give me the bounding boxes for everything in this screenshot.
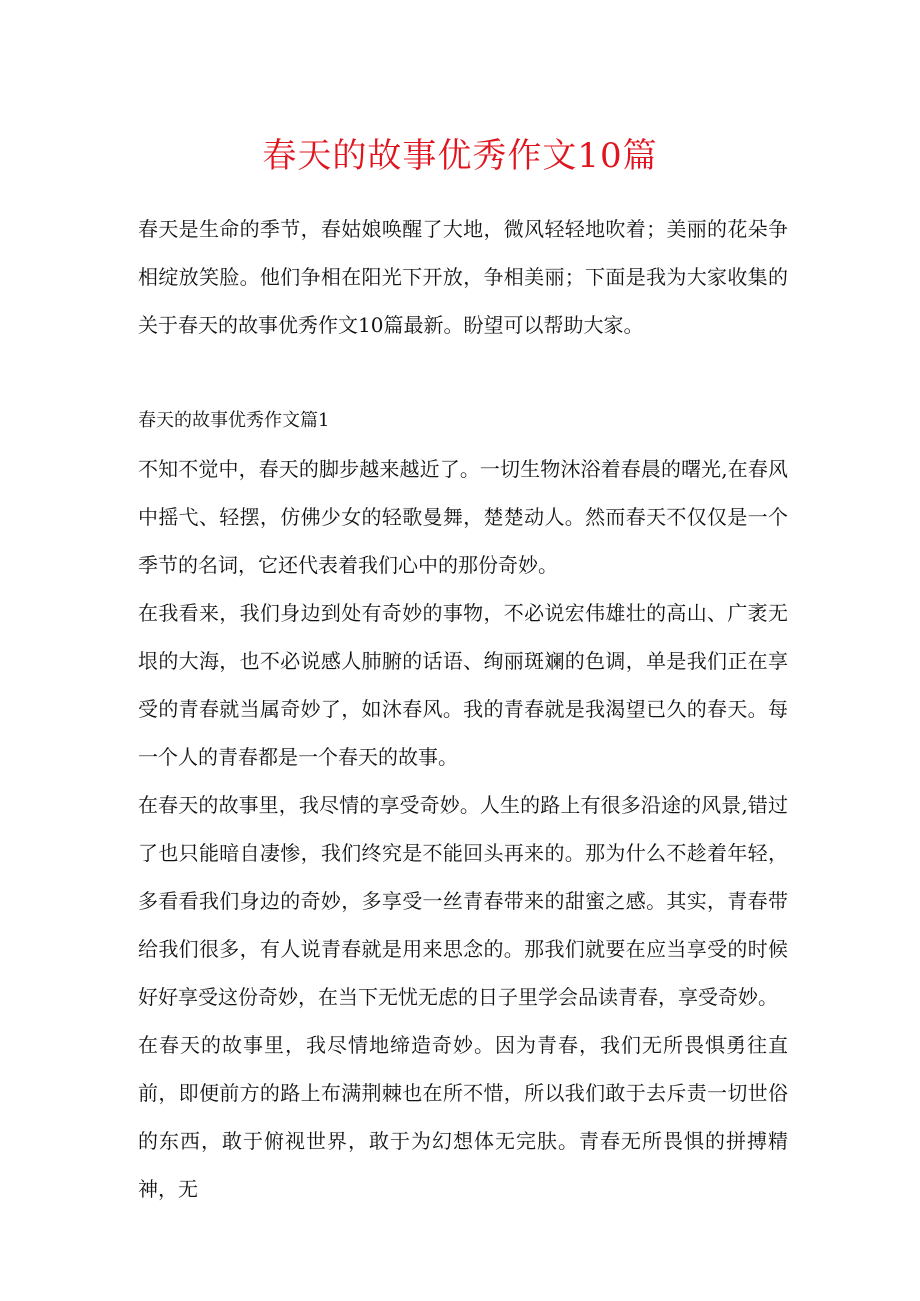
intro-paragraph: 春天是生命的季节，春姑娘唤醒了大地，微风轻轻地吹着；美丽的花朵争相绽放笑脸。他们争相在阳光下开放，争相美丽；下面是我为大家收集的关于春天的故事优秀作文10篇最新。盼望可以帮助大家。 [138,217,788,337]
section-title: 春天的故事优秀作文篇1 [138,410,330,431]
body-paragraph-3: 在春天的故事里，我尽情的享受奇妙。人生的路上有很多沿途的风景,错过了也只能暗自凄惨，我们终究是不能回头再来的。那为什么不趁着年轻，多看看我们身边的奇妙，多享受一丝青春带来的甜蜜之感。其实，青春带给我们很多，有人说青春就是用来思念的。那我们就要在应当享受的时候好好享受这份奇妙，在当下无忧无虑的日子里学会品读青春，享受奇妙。 [138,793,788,1009]
body-paragraph-2: 在我看来，我们身边到处有奇妙的事物，不必说宏伟雄壮的高山、广袤无垠的大海，也不必说感人肺腑的话语、绚丽斑斓的色调，单是我们正在享受的青春就当属奇妙了，如沐春风。我的青春就是我渴望已久的春天。每一个人的青春都是一个春天的故事。 [138,601,788,769]
body-paragraph-1: 不知不觉中，春天的脚步越来越近了。一切生物沐浴着春晨的曙光,在春风中摇弋、轻摆，仿佛少女的轻歌曼舞，楚楚动人。然而春天不仅仅是一个季节的名词，它还代表着我们心中的那份奇妙。 [138,457,788,577]
body-paragraph-4: 在春天的故事里，我尽情地缔造奇妙。因为青春，我们无所畏惧勇往直前，即便前方的路上布满荆棘也在所不惜，所以我们敢于去斥责一切世俗的东西，敢于俯视世界，敢于为幻想体无完肤。青春无所畏惧的拼搏精神，无 [138,1033,788,1201]
document-title: 春天的故事优秀作文10篇 [262,136,658,176]
document-body [138,205,788,1213]
